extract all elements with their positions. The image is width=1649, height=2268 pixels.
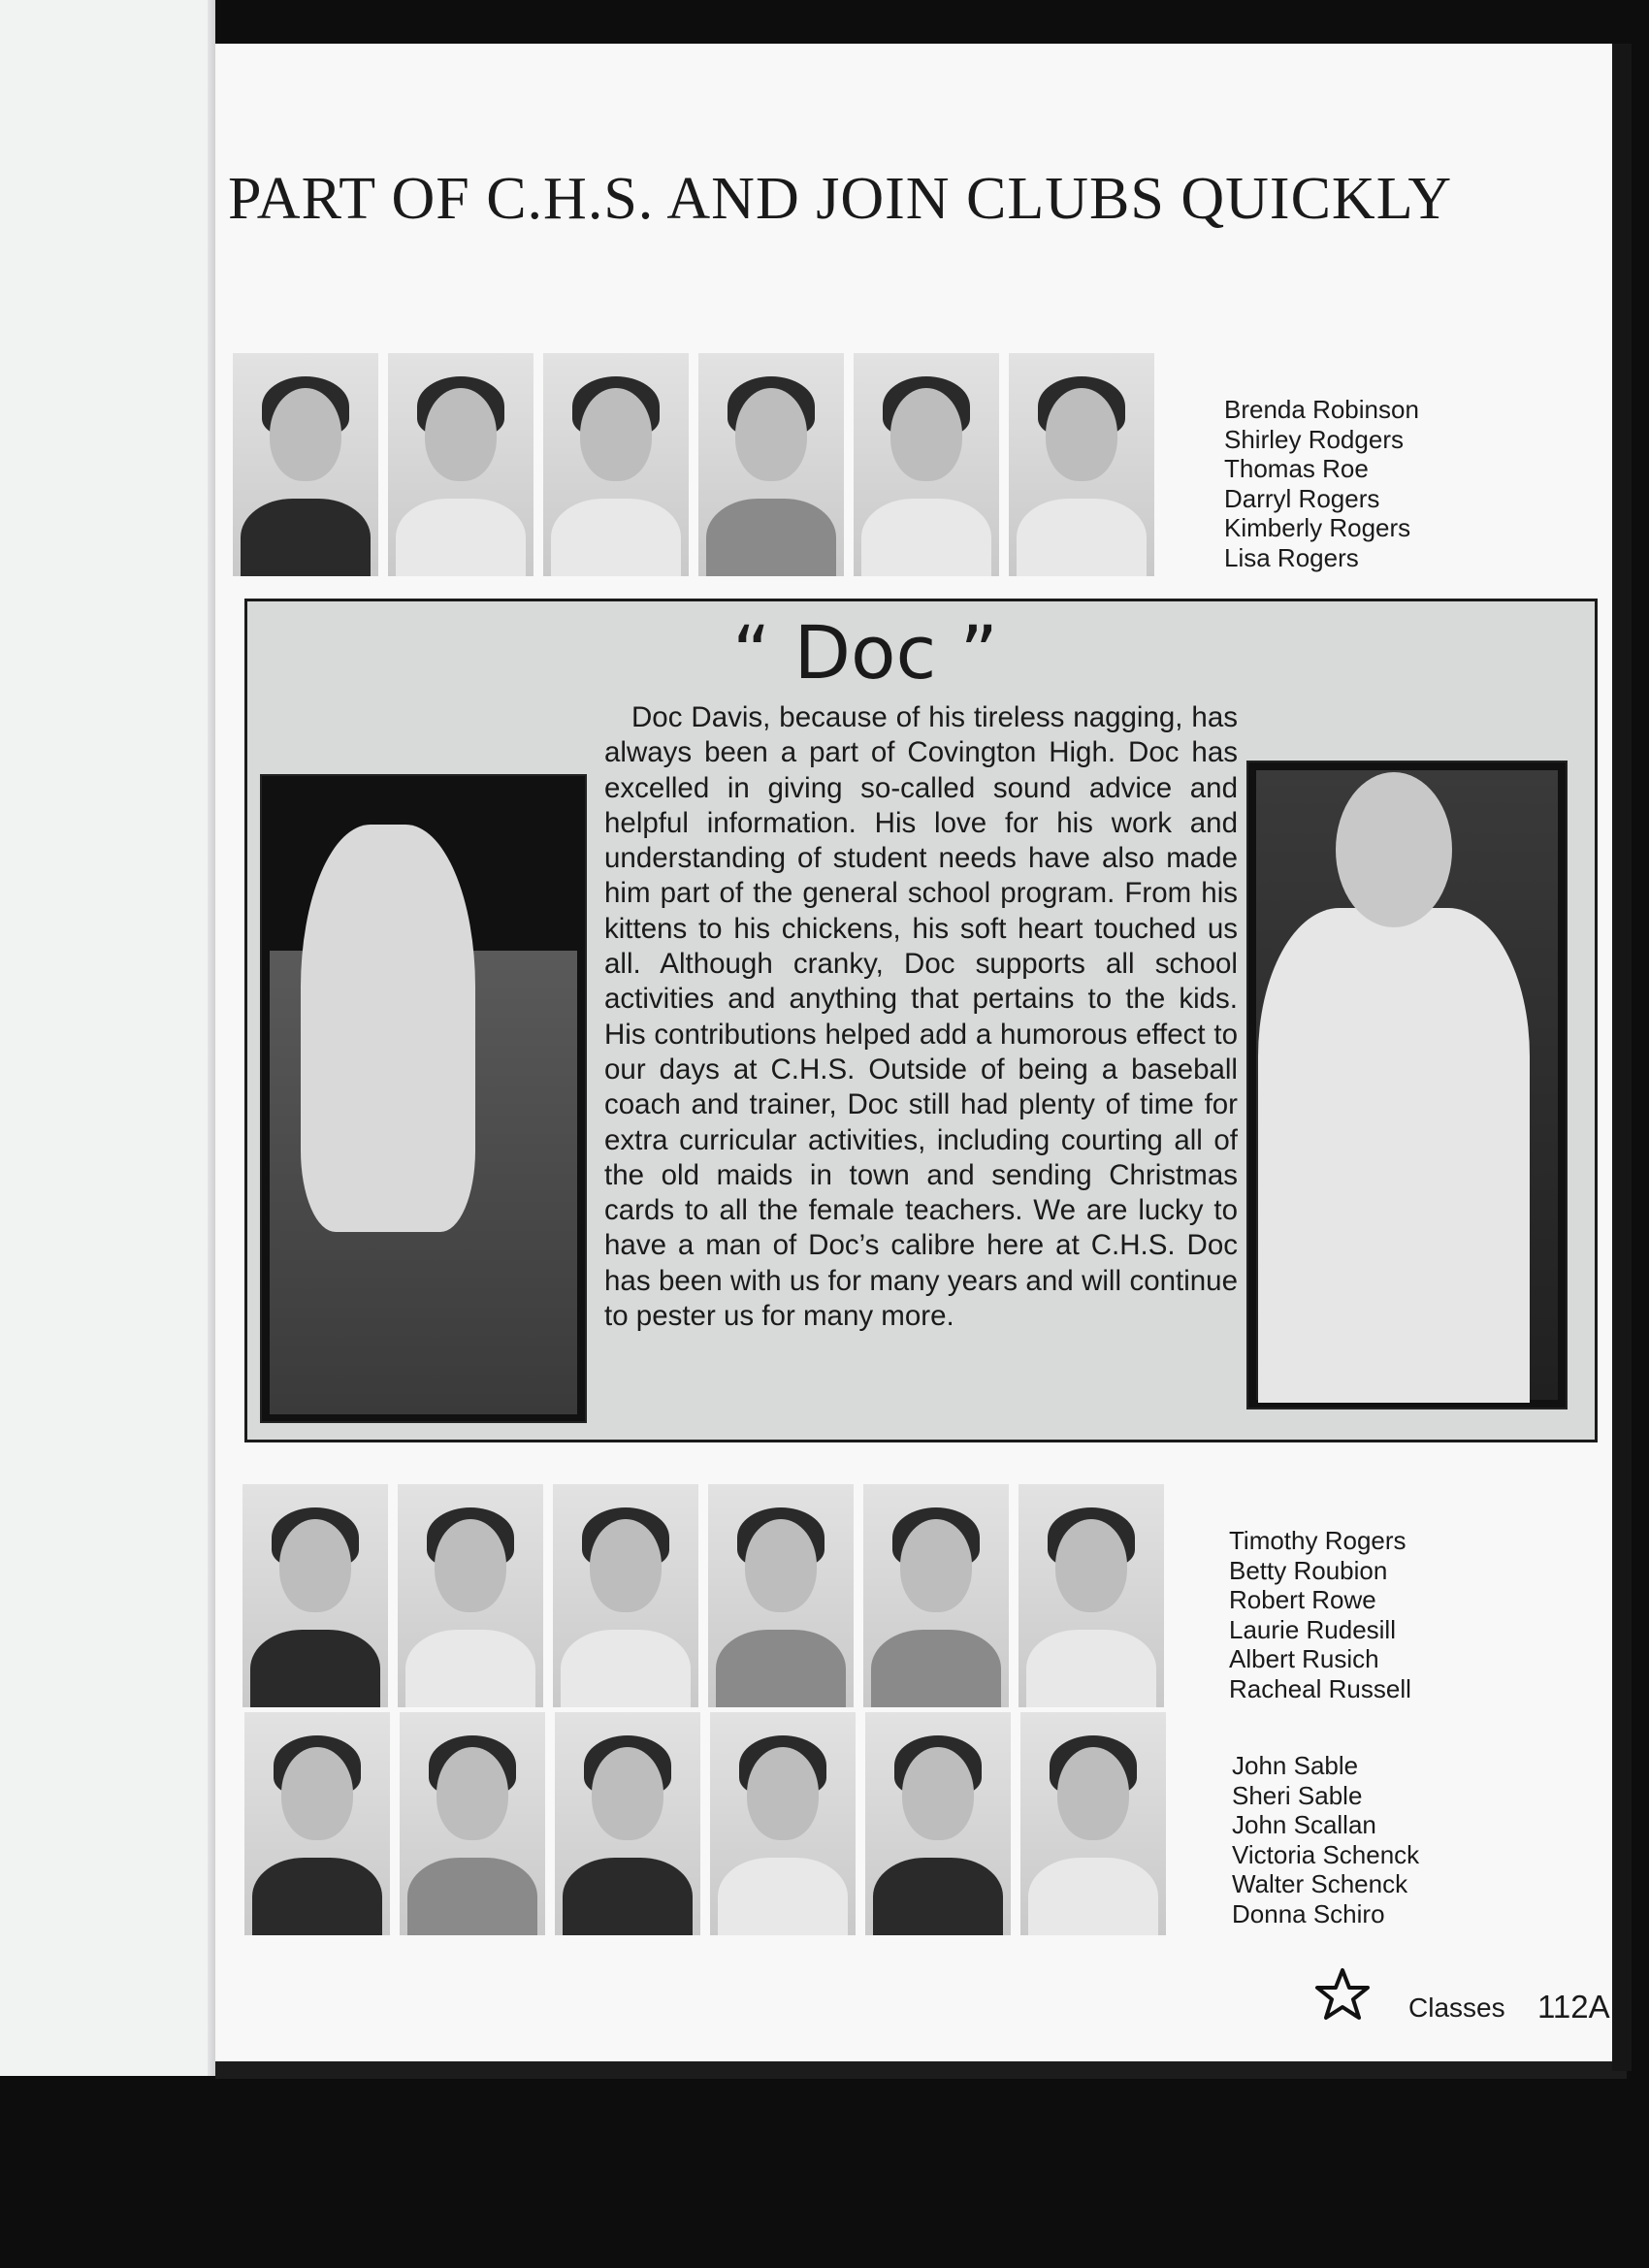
feature-body: Doc Davis, because of his tireless nagging, has always been a part of Covington High. Doc has excelled in giving so-called sound advice and helpful information. His love for his work and understanding of student needs have also made him part of the general school program. From his kittens to his chickens, his soft heart touched us all. Although cranky, Doc supports all school activities and anything that pertains to the kids. His contributions helped add a humorous effect to our days at C.H.S. Outside of being a baseball coach and trainer, Doc still had plenty of time for extra curricular activities, including courting all of the old maids in town and sending Christmas cards to all the female teachers. We are lucky to have a man of Doc’s calibre here at C.H.S. Doc has been with us for many years and will continue to pester us for many more. xyxy=(604,701,1238,1333)
name-list-row-2 xyxy=(1229,1526,1411,1703)
student-name: Victoria Schenck xyxy=(1232,1839,1420,1869)
student-name: Walter Schenck xyxy=(1232,1869,1408,1898)
student-name: Shirley Rodgers xyxy=(1224,424,1404,454)
student-portrait xyxy=(388,353,534,576)
student-portrait xyxy=(242,1484,388,1707)
page-headline: PART OF C.H.S. AND JOIN CLUBS QUICKLY xyxy=(228,166,1453,232)
student-name: Brenda Robinson xyxy=(1224,395,1419,424)
student-portrait xyxy=(244,1712,390,1935)
student-name: Albert Rusich xyxy=(1229,1644,1379,1673)
student-portrait xyxy=(698,353,844,576)
page-edge-right xyxy=(1612,44,1632,2071)
student-portrait xyxy=(1009,353,1154,576)
student-name: John Scallan xyxy=(1232,1810,1376,1839)
student-portrait xyxy=(543,353,689,576)
student-portrait xyxy=(400,1712,545,1935)
student-portrait xyxy=(1018,1484,1164,1707)
portrait-row-2 xyxy=(242,1484,1164,1707)
student-portrait xyxy=(398,1484,543,1707)
student-portrait xyxy=(710,1712,856,1935)
portrait-row-1 xyxy=(233,353,1154,576)
student-name: Robert Rowe xyxy=(1229,1585,1376,1614)
page-number: 112A xyxy=(1537,1989,1610,2025)
section-label: Classes xyxy=(1408,1993,1505,2023)
student-name: Timothy Rogers xyxy=(1229,1526,1406,1555)
name-list-row-3 xyxy=(1232,1751,1419,1928)
student-name: Donna Schiro xyxy=(1232,1898,1385,1928)
student-name: Laurie Rudesill xyxy=(1229,1614,1396,1644)
student-name: Darryl Rogers xyxy=(1224,483,1380,513)
name-list-row-1 xyxy=(1224,395,1419,572)
page-flap xyxy=(0,0,215,2076)
feature-photo-walking xyxy=(260,774,587,1423)
page-edge xyxy=(215,2061,1627,2079)
student-name: John Sable xyxy=(1232,1751,1359,1780)
student-portrait xyxy=(1020,1712,1166,1935)
student-portrait xyxy=(555,1712,700,1935)
student-portrait xyxy=(863,1484,1009,1707)
feature-photo-portrait xyxy=(1246,761,1568,1409)
student-portrait xyxy=(854,353,999,576)
student-name: Thomas Roe xyxy=(1224,454,1369,483)
feature-title: “ Doc ” xyxy=(732,609,998,696)
portrait-row-3 xyxy=(244,1712,1166,1935)
student-portrait xyxy=(233,353,378,576)
star-icon xyxy=(1314,1967,1371,2022)
student-portrait xyxy=(865,1712,1011,1935)
student-name: Lisa Rogers xyxy=(1224,542,1359,572)
student-name: Betty Roubion xyxy=(1229,1555,1388,1585)
student-name: Sheri Sable xyxy=(1232,1780,1363,1810)
student-name: Racheal Russell xyxy=(1229,1673,1411,1703)
student-name: Kimberly Rogers xyxy=(1224,513,1411,542)
student-portrait xyxy=(553,1484,698,1707)
student-portrait xyxy=(708,1484,854,1707)
